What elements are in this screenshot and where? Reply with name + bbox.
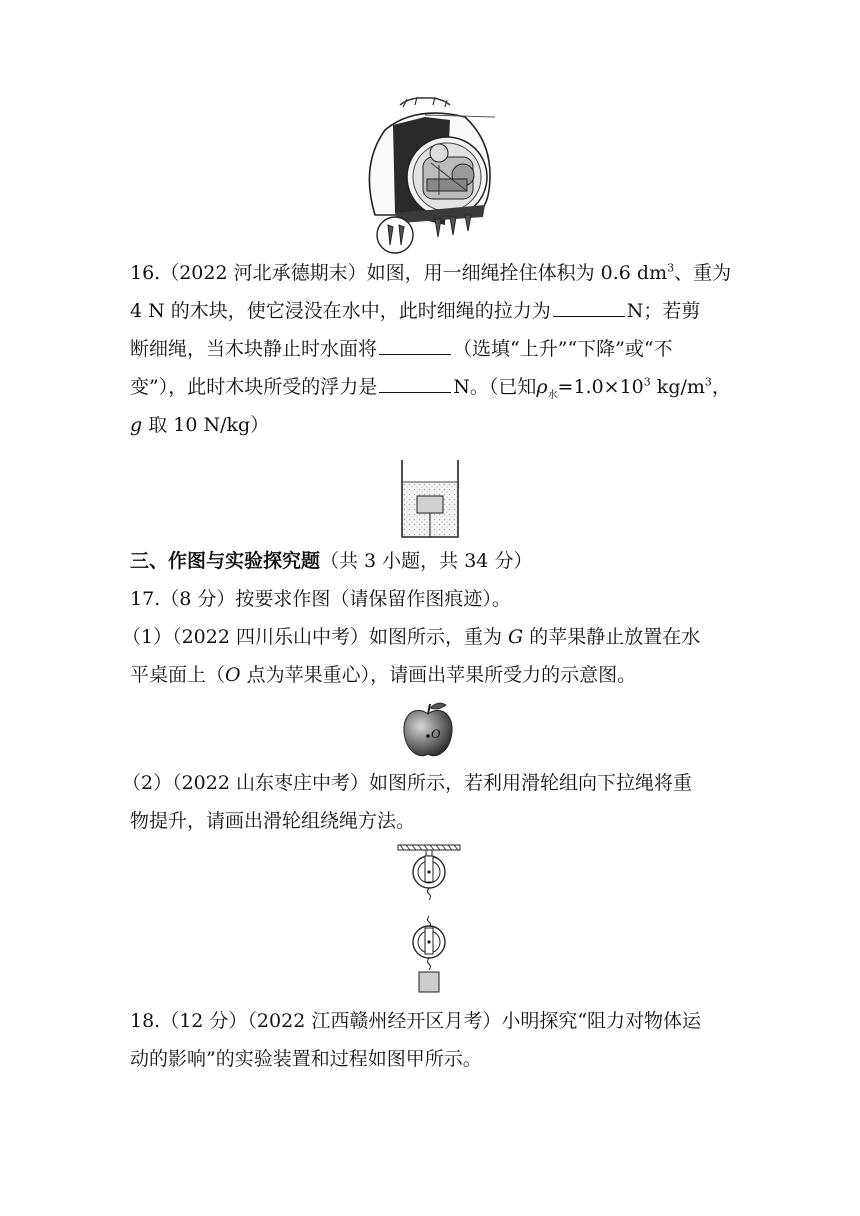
o-point-symbol: O xyxy=(225,664,241,686)
q16-line-5 xyxy=(130,406,730,444)
answer-blank-1[interactable] xyxy=(553,294,625,317)
q17-part1-line-2 xyxy=(130,656,730,694)
question-17 xyxy=(122,580,730,694)
water-container-figure xyxy=(398,458,462,540)
q18-text: 动的影响”的实验装置和过程如图甲所示。 xyxy=(130,1048,482,1070)
rho-symbol: ρ xyxy=(536,376,548,398)
q17-text: 的苹果静止放置在水 xyxy=(523,626,701,648)
q16-text: N。（已知 xyxy=(453,376,537,398)
q16-text: 取 10 N/kg） xyxy=(142,414,270,436)
question-17-part-2 xyxy=(122,764,730,840)
q18-text: （12 分）（2022 江西赣州经开区月考）小明探究“阻力对物体运 xyxy=(160,1010,702,1032)
q16-text: （选填“上升”“下降”或“不 xyxy=(453,338,673,360)
answer-blank-3[interactable] xyxy=(379,370,451,393)
q16-text: ， xyxy=(711,376,731,398)
q17-line-1 xyxy=(130,580,730,618)
q16-number: 16. xyxy=(130,262,161,284)
apple-figure xyxy=(400,700,456,758)
rho-subscript: 水 xyxy=(547,389,558,401)
q16-line-4 xyxy=(130,368,730,406)
section-3-heading xyxy=(130,542,730,580)
q16-text: N；若剪 xyxy=(626,300,701,322)
q16-text: 断细绳，当木块静止时水面将 xyxy=(130,338,378,360)
q16-text: kg/m xyxy=(650,376,705,398)
section-note: （共 3 小题，共 34 分） xyxy=(320,550,533,572)
q16-text: 4 N 的木块，使它浸没在水中，此时细绳的拉力为 xyxy=(130,300,551,322)
q18-number: 18. xyxy=(130,1010,161,1032)
g-symbol: g xyxy=(130,414,143,436)
q17-text: （2）（2022 山东枣庄中考）如图所示，若利用滑轮组向下拉绳将重 xyxy=(122,772,692,794)
pulley-system-figure xyxy=(396,842,462,996)
q17-text: 点为苹果重心），请画出苹果所受力的示意图。 xyxy=(240,664,637,686)
g-weight-symbol: G xyxy=(508,626,524,648)
submarine-figure xyxy=(355,95,505,255)
q17-number: 17. xyxy=(130,588,161,610)
q17-part2-line-1 xyxy=(122,764,730,802)
q16-superscript: 3 xyxy=(667,261,675,275)
q16-superscript: 3 xyxy=(643,375,651,389)
q17-part2-line-2 xyxy=(130,802,730,840)
q16-line-2 xyxy=(130,292,730,330)
q17-text: 物提升，请画出滑轮组绕绳方法。 xyxy=(130,810,416,832)
question-18 xyxy=(130,1002,730,1078)
q16-text: 变”），此时木块所受的浮力是 xyxy=(130,376,378,398)
question-16 xyxy=(130,254,730,444)
answer-blank-2[interactable] xyxy=(379,332,451,355)
q18-line-1 xyxy=(130,1002,730,1040)
q16-text: 、重为 xyxy=(674,262,732,284)
q17-text: （1）（2022 四川乐山中考）如图所示，重为 xyxy=(122,626,509,648)
q18-line-2 xyxy=(130,1040,730,1078)
q17-intro: （8 分）按要求作图（请保留作图痕迹）。 xyxy=(160,588,511,610)
section-title: 三、作图与实验探究题 xyxy=(130,550,321,572)
q16-source: （2022 河北承德期末） xyxy=(160,262,367,284)
q17-text: 平桌面上（ xyxy=(130,664,226,686)
q16-line-1 xyxy=(130,254,730,292)
q16-superscript: 3 xyxy=(704,375,712,389)
q16-text: 如图，用一细绳拴住体积为 0.6 dm xyxy=(366,262,668,284)
q17-part1-line-1 xyxy=(122,618,730,656)
q16-text: =1.0×10 xyxy=(557,376,644,398)
apple-center-label: O xyxy=(431,726,441,741)
q16-line-3 xyxy=(130,330,730,368)
